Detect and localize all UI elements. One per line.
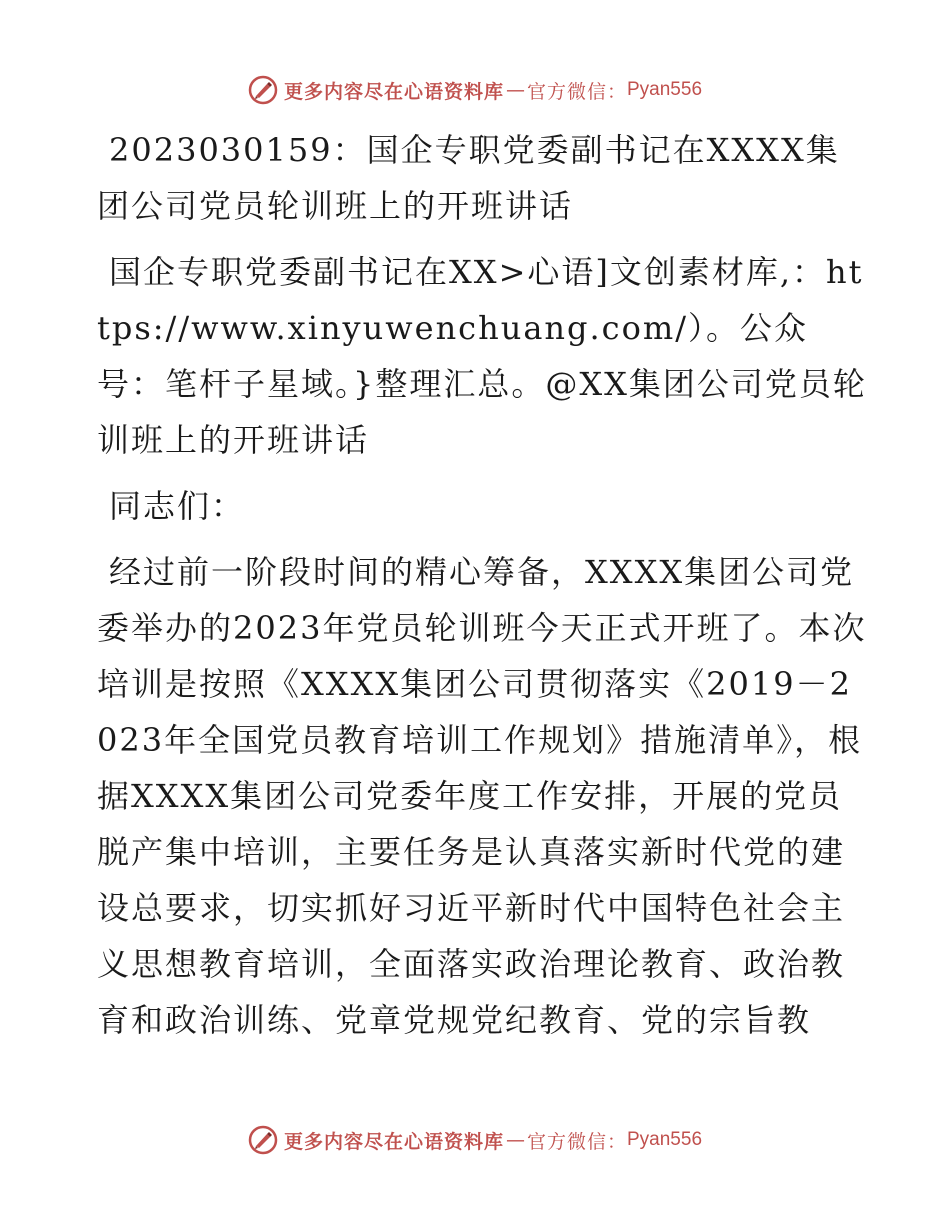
- document-body: [97, 122, 867, 1048]
- banner-wechat-label: 官方微信：: [526, 1130, 627, 1153]
- banner-wechat-id: Pyan556: [627, 79, 703, 100]
- banner-wechat-label: 官方微信：: [526, 80, 627, 103]
- document-greeting: 同志们：: [109, 487, 246, 525]
- document-title: 2023030159：国企专职党委副书记在XXXX集团公司党员轮训班上的开班讲话: [97, 131, 840, 225]
- pen-circle-logo-icon: [248, 75, 278, 105]
- header-banner: [0, 70, 950, 110]
- document-intro: 国企专职党委副书记在XX>心语]文创素材库,：https://www.xinyuwenchuang.com/）。公众号：笔杆子星域。}整理汇总。@XX集团公司党员轮训班上的开班讲话: [97, 253, 867, 459]
- banner-site-text: 更多内容尽在心语资料库: [283, 1130, 504, 1153]
- pen-circle-logo-icon: [248, 1125, 278, 1155]
- document-paragraph: 经过前一阶段时间的精心筹备，XXXX集团公司党委举办的2023年党员轮训班今天正式开班了。本次培训是按照《XXXX集团公司贯彻落实《2019－2023年全国党员教育培训工作规划》措施清单》，根据XXXX集团公司党委年度工作安排，开展的党员脱产集中培训，主要任务是认真落实新时代党的建设总要求，切实抓好习近平新时代中国特色社会主义思想教育培训，全面落实政治理论教育、政治教育和政治训练、党章党规党纪教育、党的宗旨教: [97, 553, 867, 1039]
- footer-banner: [0, 1120, 950, 1160]
- banner-dash: —: [505, 1129, 525, 1151]
- banner-wechat-id: Pyan556: [627, 1129, 703, 1150]
- banner-dash: —: [505, 79, 525, 101]
- banner-site-text: 更多内容尽在心语资料库: [283, 80, 504, 103]
